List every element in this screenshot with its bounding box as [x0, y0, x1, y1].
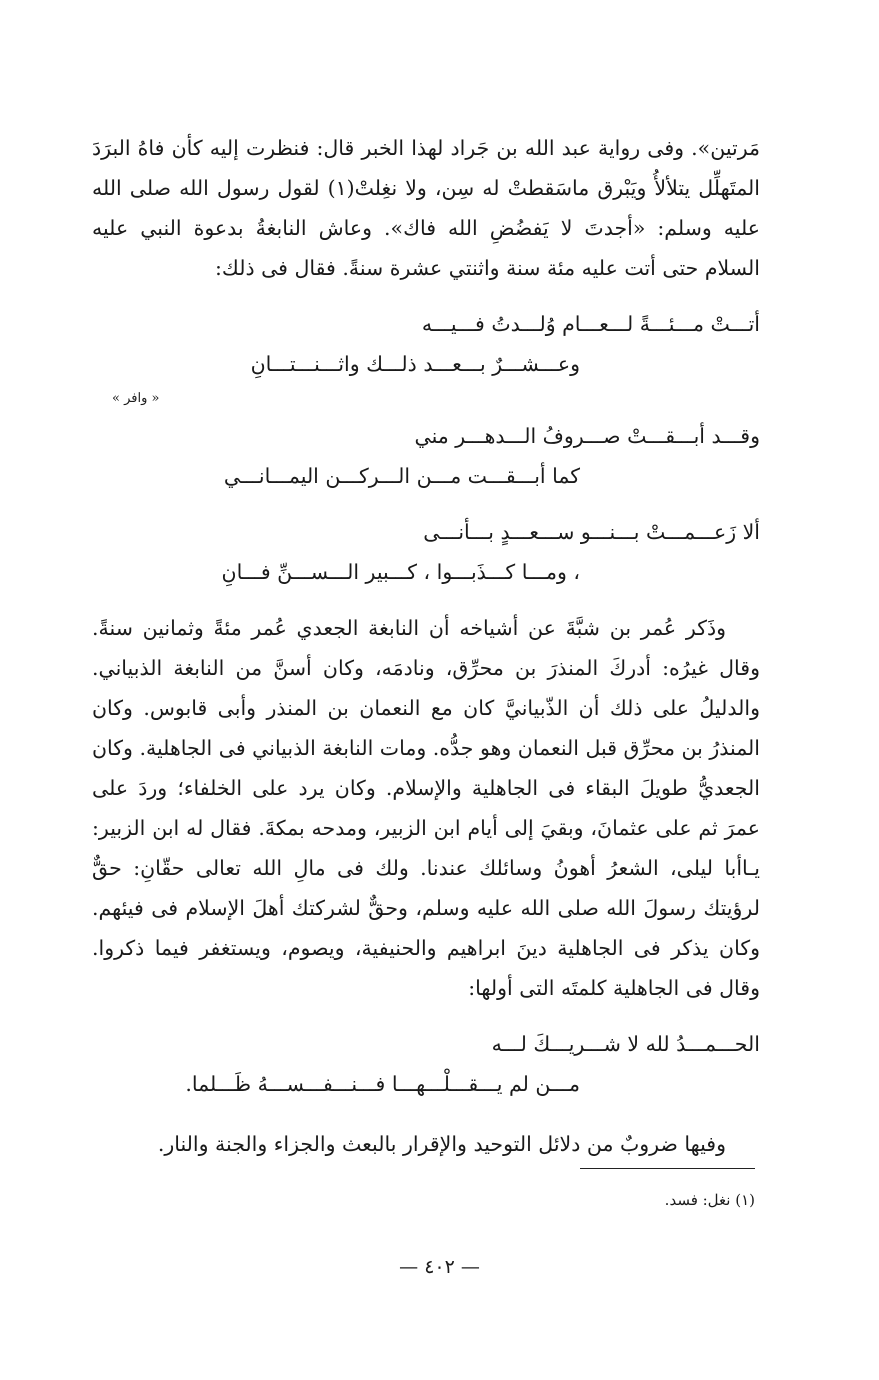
footnote: (١) نغل: فسد.	[664, 1191, 755, 1209]
verse-first-hemistich: أتـــتْ مـــئـــةً لـــعـــام وُلـــدتُ فـــيـــه	[421, 312, 760, 336]
footnote-divider	[580, 1168, 755, 1169]
text-line: ذكروا. وقال فى الجاهلية كلمتَه التى أولها:	[92, 936, 760, 1000]
verse-second-hemistich: ، ومـــا كـــذَبـــوا ، كـــبير الـــســـنِّ فـــانِ	[221, 560, 580, 584]
text-line: الزبير: يـاأبا ليلى، الشعرُ أهونُ وسائلك عندنا. ولك فى مالِ الله تعالى حقّانِ:	[92, 816, 760, 880]
page-number: — ٤٠٢ —	[399, 1256, 480, 1278]
text-line: عليه وسلم: «أجدتَ لا يَفضُضِ الله فاك». وعاش النابغةُ بدعوة النبي عليه	[92, 216, 760, 240]
text-line: مَرتين». وفى رواية عبد الله بن جَراد لهذا الخبر قال: فنظرت إليه كأن فاهُ البرَدَ	[92, 136, 760, 160]
text-line: وقال غيرُه: أدركَ المنذرَ بن محرِّق، ونادمَه، وكان أسنَّ من النابغة الذبياني.	[92, 656, 760, 680]
text-line: حقٌّ لرؤيتك رسولَ الله صلى الله عليه وسلم، وحقٌّ لشركتك أهلَ الإسلام فى	[92, 856, 760, 920]
poem-1	[92, 304, 760, 384]
text-line: المنذرُ بن محرِّق قبل النعمان وهو جدُّه. ومات النابغة الذبياني فى الجاهلية. وكان	[92, 736, 760, 760]
verse-first-hemistich: الحـــمـــدُ لله لا شـــريـــكَ لـــه	[491, 1032, 760, 1056]
text-line: والدليلُ على ذلك أن الذّبيانيَّ كان مع النعمان بن المنذر وأبى قابوس. وكان	[92, 696, 760, 720]
text-line: المتَهلِّل يتلألأُ ويَبْرق ماسَقطتْ له سِن، ولا نغِلتْ(١) لقول رسول الله صلى الله	[92, 176, 760, 200]
body-paragraph	[92, 608, 760, 1008]
verse-first-hemistich: وقـــد أبـــقـــتْ صـــروفُ الـــدهـــر مني	[414, 424, 760, 448]
intro-paragraph	[92, 128, 760, 288]
page-body	[92, 128, 760, 1185]
poem-2	[92, 416, 760, 592]
text-line: عمرَ ثم على عثمانَ، وبقيَ إلى أيام ابن الزبير، ومدحه بمكةَ. فقال له ابن	[152, 816, 760, 840]
text-line: فيئهم. وكان يذكر فى الجاهلية دينَ ابراهيم والحنيفية، ويصوم، ويستغفر فيما	[92, 896, 760, 960]
meter-label: « وافر »	[112, 391, 160, 406]
verse-first-hemistich: ألا زَعـــمـــتْ بـــنـــو ســـعـــدٍ بـــأنـــى	[423, 520, 760, 544]
verse-second-hemistich: وعـــشـــرٌ بـــعـــد ذلـــك واثـــنـــتـــانِ	[250, 352, 580, 376]
verse-second-hemistich: مـــن لم يـــقـــلْـــهـــا فـــنـــفـــســـهُ ظَـــلما.	[185, 1072, 580, 1096]
text-line: السلام حتى أتت عليه مئة سنة واثنتي عشرة سنةً. فقال فى ذلك:	[215, 256, 760, 280]
text-line: الجعديُّ طويلَ البقاء فى الجاهلية والإسلام. وكان يرد على الخلفاء؛ وردَ على	[92, 776, 760, 800]
poem-3	[92, 1024, 760, 1104]
text-line: وذَكر عُمر بن شبَّةَ عن أشياخه أن النابغة الجعدي عُمر مئةً وثمانين سنةً.	[92, 616, 726, 640]
closing-paragraph: وفيها ضروبٌ من دلائل التوحيد والإقرار بالبعث والجزاء والجنة والنار.	[157, 1132, 726, 1156]
verse-second-hemistich: كما أبـــقـــت مـــن الـــركـــن اليمـــانـــي	[223, 464, 580, 488]
